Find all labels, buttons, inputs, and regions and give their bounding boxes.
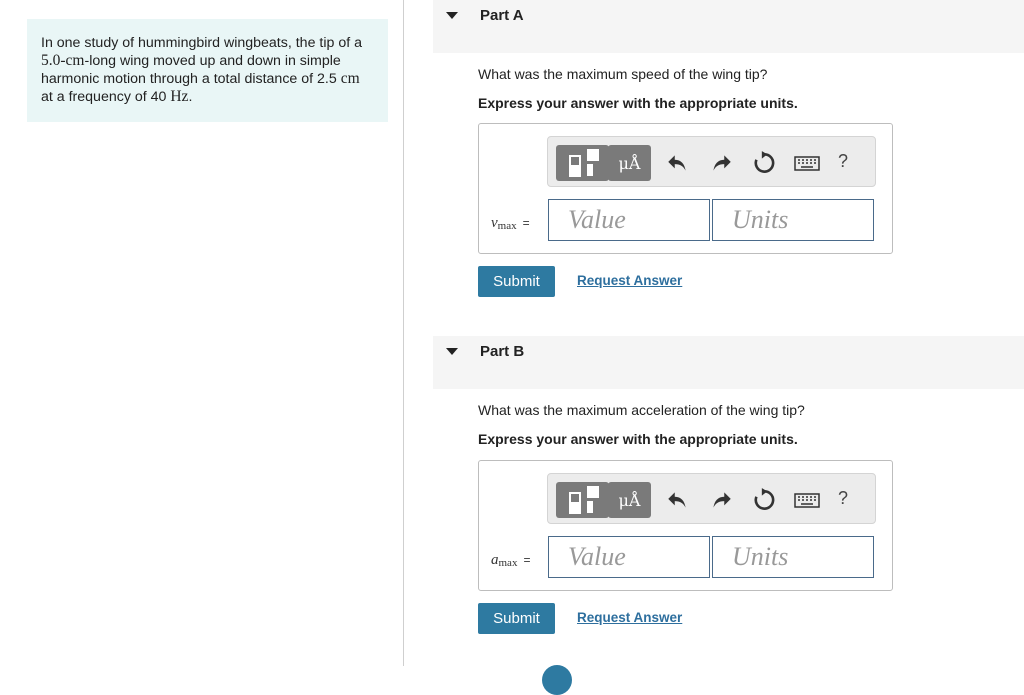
math-term: cm [340,70,360,87]
variable-label: amax = [491,552,531,569]
units-input[interactable]: Units [712,536,874,578]
part-a-header[interactable] [433,0,1024,53]
keyboard-icon[interactable] [794,150,820,176]
math-toolbar [547,136,876,187]
units-button[interactable]: μÅ [608,482,651,518]
submit-button[interactable]: Submit [478,603,555,634]
request-answer-link[interactable]: Request Answer [577,610,683,625]
request-answer-link[interactable]: Request Answer [577,273,683,288]
reset-icon[interactable] [751,487,777,513]
keyboard-icon[interactable] [794,487,820,513]
templates-button[interactable] [556,145,609,181]
problem-text-segment: at a frequency of 40 [41,89,171,105]
reset-icon[interactable] [751,150,777,176]
feedback-button[interactable] [542,665,572,695]
math-toolbar [547,473,876,524]
part-b-answer-box [478,460,893,591]
help-button[interactable]: ? [838,488,849,508]
undo-icon[interactable] [665,150,691,176]
undo-icon[interactable] [665,487,691,513]
column-divider [403,0,404,666]
part-a-question: What was the maximum speed of the wing tip? [478,66,768,82]
math-term: 5.0-cm [41,52,85,69]
part-b-header[interactable] [433,336,1024,389]
collapse-caret-icon[interactable] [446,348,458,355]
submit-button[interactable]: Submit [478,266,555,297]
math-term: Hz [170,88,189,105]
problem-text [41,35,362,105]
part-b-title: Part B [480,343,525,360]
part-b-question: What was the maximum acceleration of the wing tip? [478,402,805,418]
collapse-caret-icon[interactable] [446,12,458,19]
units-input[interactable]: Units [712,199,874,241]
value-input[interactable]: Value [548,536,710,578]
part-a-title: Part A [480,7,524,24]
problem-text-segment: In one study of hummingbird wingbeats, the tip of a [41,35,362,51]
problem-text-segment: . [188,89,193,105]
part-a-instruction: Express your answer with the appropriate units. [478,95,798,111]
variable-label: vmax = [491,215,530,232]
help-button[interactable]: ? [838,151,849,171]
problem-text-segment: -long wing moved up and down in simple harmonic motion through a total distance of 2.5 [41,53,341,87]
units-button[interactable]: μÅ [608,145,651,181]
problem-statement [27,19,388,122]
redo-icon[interactable] [708,150,734,176]
redo-icon[interactable] [708,487,734,513]
templates-button[interactable] [556,482,609,518]
part-a-answer-box [478,123,893,254]
value-input[interactable]: Value [548,199,710,241]
part-b-instruction: Express your answer with the appropriate units. [478,431,798,447]
